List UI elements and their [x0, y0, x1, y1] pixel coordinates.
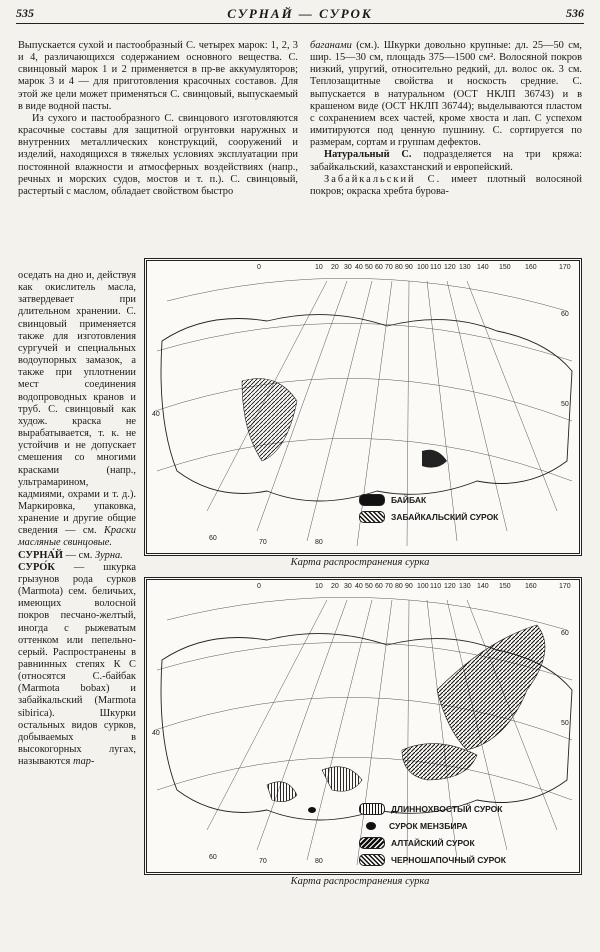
paragraph	[310, 40, 582, 149]
paragraph-text: оседать на дно и, действуя как окислитель масла, затвердевает при длительном хранении. С. свинцовый применяется также для изготовления сургучей и специальных водоупорных замазок, а также при уплотнении мест соединения водопроводных кранов и труб. С. свинцовый как худож. краска не вырабатывается, т. к. не устойчив и не допускает смешения со многими красками (напр., ультрамарином, кадмиями, охрами и т. д.). Маркировка, упаковка, хранение и другие общие сведения — см.	[18, 270, 136, 537]
lon-label: 140	[477, 583, 489, 590]
left-column-top	[18, 40, 298, 198]
lon-label: 40	[355, 583, 363, 590]
lon-label-bottom: 80	[315, 858, 323, 865]
legend-label: ЗАБАЙКАЛЬСКИЙ СУРОК	[391, 512, 499, 522]
term: Натуральный С.	[324, 149, 412, 161]
entry-surok	[18, 562, 136, 769]
paragraph: Выпускается сухой и пастообразный С. четырех марок: 1, 2, 3 и 4, различающихся содержанием основного вещества. С. свинцовый марок 1 и 2 применяется в пр-ве аккумуляторов; марок 3 и 4 — для приготовления красочных составов. Для этой же цели может применяться С. свинцовый, выпускаемый в виде водной пасты.	[18, 40, 298, 112]
lat-label: 50	[561, 720, 569, 727]
lon-label: 0	[257, 264, 261, 271]
paragraph-text: имеет плотный волосяной покров; окраска хребта бурова-	[310, 173, 582, 197]
lon-label: 170	[559, 583, 571, 590]
lon-label: 30	[344, 583, 352, 590]
legend-item	[359, 836, 506, 850]
lon-label: 110	[430, 264, 442, 271]
lon-label-bottom: 60	[209, 535, 217, 542]
legend-swatch	[359, 837, 385, 849]
lon-label: 160	[525, 583, 537, 590]
lon-label: 60	[375, 264, 383, 271]
cross-reference: Зурна.	[95, 549, 123, 561]
lon-label: 50	[365, 583, 373, 590]
legend-swatch	[359, 494, 385, 506]
paragraph-text: (см.). Шкурки довольно крупные: дл. 25—50 см, шир. 15—30 см, площадь 375—1500 см². Волосяной покров низкий, упругий, относительно редкий, дл. волос ок. 3 см. Теплозащитные свойства и носкость средние. С. выпускается в натуральном (ОСТ НКЛП 36743) и в крашеном виде (ОСТ НКЛП 36744); выделываются пластом с сохранением всех частей, кроме хвоста и лап. С успехом имитируются под ценную пушнину. С. сортируется по размерам, сортам и группам дефектов.	[310, 40, 582, 149]
term: тар-	[72, 756, 95, 768]
lon-label: 70	[385, 264, 393, 271]
lon-label: 150	[499, 264, 511, 271]
legend-label: АЛТАЙСКИЙ СУРОК	[391, 838, 475, 848]
entry-surnai	[18, 550, 136, 562]
page-number-right: 536	[566, 6, 584, 20]
paragraph-text: подразделяется на три кряжа: забайкальский, казахстанский и европейский.	[310, 149, 582, 173]
lon-label: 150	[499, 583, 511, 590]
lon-label: 70	[385, 583, 393, 590]
lon-label: 60	[375, 583, 383, 590]
entry-text: — см.	[65, 549, 93, 561]
header-rule	[16, 23, 584, 24]
legend-item	[359, 510, 498, 524]
lon-label: 110	[430, 583, 442, 590]
legend-item	[359, 802, 506, 816]
paragraph	[310, 174, 582, 198]
legend-label: СУРОК МЕНЗБИРА	[389, 821, 468, 831]
map-distribution-2	[144, 577, 582, 875]
map-legend	[359, 493, 498, 527]
legend-swatch	[359, 803, 385, 815]
lon-label: 100	[417, 583, 429, 590]
entry-text: — шкурка грызунов рода сурков (Marmota) сем. беличьих, имеющих волосной покров песчано-желтый, иногда с рыжеватым оттенком или пепельно-серый. Распространены в равнинных степях К С (относятся С.-байбак (Marmota bobax) и забайкальский (Marmota sibirica). Шкурки остальных видов сурков, добываемых в высокогорных лугах, называются	[18, 561, 136, 768]
legend-swatch	[366, 822, 376, 830]
lon-label: 80	[395, 264, 403, 271]
legend-label: ЧЕРНОШАПОЧНЫЙ СУРОК	[391, 855, 506, 865]
legend-label: БАЙБАК	[391, 495, 427, 505]
running-title: СУРНАЙ — СУРОК	[227, 6, 373, 21]
lon-label: 160	[525, 264, 537, 271]
lat-label: 50	[561, 401, 569, 408]
lon-label: 20	[331, 583, 339, 590]
legend-item	[359, 853, 506, 867]
page-header	[16, 6, 584, 28]
headword: СУРНА́Й	[18, 549, 64, 561]
paragraph	[18, 270, 136, 550]
lon-label: 120	[444, 583, 456, 590]
headword: СУРО́К	[18, 561, 55, 573]
lon-label: 50	[365, 264, 373, 271]
map-caption: Карта распространения сурка	[290, 876, 430, 887]
lon-label: 80	[395, 583, 403, 590]
lon-label: 170	[559, 264, 571, 271]
lon-label: 10	[315, 264, 323, 271]
lon-label: 130	[459, 583, 471, 590]
lat-label: 40	[152, 730, 160, 737]
lon-label-bottom: 60	[209, 854, 217, 861]
lon-label: 140	[477, 264, 489, 271]
term: Забайкальский С.	[324, 173, 442, 185]
map-caption: Карта распространения сурка	[290, 557, 430, 568]
right-column-top	[310, 40, 582, 198]
legend-item	[359, 493, 498, 507]
lon-label: 0	[257, 583, 261, 590]
lon-label: 90	[405, 583, 413, 590]
map-distribution-1	[144, 258, 582, 556]
lon-label: 40	[355, 264, 363, 271]
legend-swatch	[359, 854, 385, 866]
lon-label: 100	[417, 264, 429, 271]
lon-label-bottom: 80	[315, 539, 323, 546]
paragraph	[310, 149, 582, 173]
map-legend	[359, 802, 506, 870]
lon-label: 10	[315, 583, 323, 590]
page-number-left: 535	[16, 6, 34, 20]
lon-label: 90	[405, 264, 413, 271]
term: баганами	[310, 40, 352, 51]
lon-label-bottom: 70	[259, 539, 267, 546]
left-column-narrow	[18, 270, 136, 768]
lat-label: 60	[561, 311, 569, 318]
lat-label: 60	[561, 630, 569, 637]
legend-item	[359, 819, 506, 833]
lon-label: 120	[444, 264, 456, 271]
legend-swatch	[359, 511, 385, 523]
lon-label: 20	[331, 264, 339, 271]
lat-label: 40	[152, 411, 160, 418]
cross-reference: Краски масляные свинцовые.	[18, 525, 136, 549]
lon-label: 130	[459, 264, 471, 271]
lon-label-bottom: 70	[259, 858, 267, 865]
paragraph: Из сухого и пастообразного С. свинцового изготовляются красочные составы для защитной огрунтовки наружных и внутренних металлических конструкций, сооружений и изделий, находящихся в тяжелых условиях эксплуатации при постоянной влажности и атмосферных воздействиях (напр., речных и морских судов, мостов и т. п.). С. свинцовый, растертый с маслом, обладает свойством быстро	[18, 112, 298, 197]
legend-label: ДЛИННОХВОСТЫЙ СУРОК	[391, 804, 503, 814]
lon-label: 30	[344, 264, 352, 271]
